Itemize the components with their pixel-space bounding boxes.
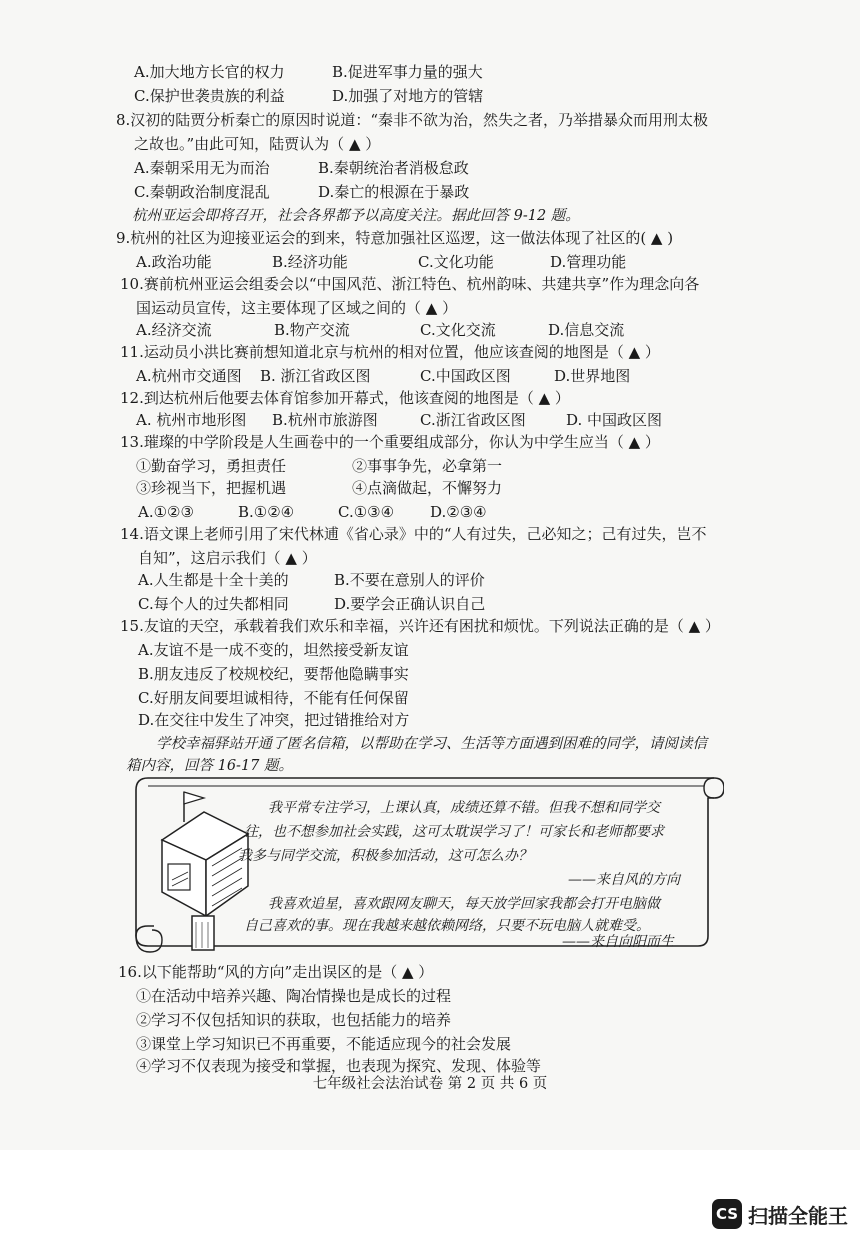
page-footer: 七年级社会法治试卷 第 2 页 共 6 页 bbox=[312, 1076, 548, 1092]
text-line-q13D: D.②③④ bbox=[430, 503, 487, 521]
text-line-q14B: B.不要在意别人的评价 bbox=[334, 571, 485, 589]
text-line-q12B: B.杭州市旅游图 bbox=[272, 411, 378, 429]
text-line-q14C: C.每个人的过失都相同 bbox=[138, 595, 289, 613]
text-line-l1: A.加大地方长官的权力 bbox=[134, 63, 285, 81]
text-line-q8D: D.秦亡的根源在于暴政 bbox=[318, 183, 470, 201]
scanner-brand-text: 扫描全能王 bbox=[748, 1203, 848, 1228]
text-line-q8B: B.秦朝统治者消极怠政 bbox=[318, 159, 469, 177]
text-line-q11B: B. 浙江省政区图 bbox=[260, 367, 371, 385]
text-line-l2: C.保护世袭贵族的利益 bbox=[134, 87, 285, 105]
text-line-q13o2: ②事事争先，必拿第一 bbox=[352, 457, 503, 475]
text-line-q13A: A.①②③ bbox=[138, 503, 194, 521]
text-line-q14a: 14.语文课上老师引用了宋代林逋《省心录》中的“人有过失，己必知之；己有过失，岂不 bbox=[120, 525, 707, 543]
text-line-q13o3: ③珍视当下，把握机遇 bbox=[136, 479, 287, 497]
text-line-intro16b: 箱内容，回答 16-17 题。 bbox=[126, 758, 294, 774]
letter2-line2: 自己喜欢的事。现在我越来越依赖网络，只要不玩电脑人就难受。 bbox=[244, 918, 650, 934]
letter1-line3: 我多与同学交流，积极参加活动，这可怎么办？ bbox=[238, 848, 532, 864]
text-line-q12C: C.浙江省政区图 bbox=[420, 411, 526, 429]
camscanner-icon: CS bbox=[712, 1199, 742, 1229]
text-line-q12: 12.到达杭州后他要去体育馆参加开幕式，他该查阅的地图是（ ▲ ） bbox=[120, 389, 570, 407]
scanner-logo bbox=[712, 1198, 848, 1230]
text-line-q10a: 10.赛前杭州亚运会组委会以“中国风范、浙江特色、杭州韵味、共建共享”作为理念向各 bbox=[120, 275, 700, 293]
text-line-q8C: C.秦朝政治制度混乱 bbox=[134, 183, 270, 201]
text-line-q10D: D.信息交流 bbox=[548, 321, 625, 339]
text-line-q13B: B.①②④ bbox=[238, 503, 295, 521]
text-line-q13: 13.璀璨的中学阶段是人生画卷中的一个重要组成部分，你认为中学生应当（ ▲ ） bbox=[120, 433, 660, 451]
mailbox-scroll bbox=[128, 768, 724, 956]
text-line-q9D: D.管理功能 bbox=[550, 253, 627, 271]
text-line-q10A: A.经济交流 bbox=[136, 321, 212, 339]
text-line-q15C: C.好朋友间要坦诚相待，不能有任何保留 bbox=[138, 689, 409, 707]
letter1-signature: ——来自风的方向 bbox=[568, 872, 680, 888]
text-line-q10b: 国运动员宣传，这主要体现了区域之间的（ ▲ ） bbox=[136, 299, 458, 317]
text-line-q11C: C.中国政区图 bbox=[420, 367, 511, 385]
text-line-q13o1: ①勤奋学习，勇担责任 bbox=[136, 457, 287, 475]
text-line-q14D: D.要学会正确认识自己 bbox=[334, 595, 486, 613]
text-line-q15A: A.友谊不是一成不变的，坦然接受新友谊 bbox=[138, 641, 409, 659]
text-line-q11A: A.杭州市交通图 bbox=[136, 367, 242, 385]
text-line-q9C: C.文化功能 bbox=[418, 253, 494, 271]
text-line-q9B: B.经济功能 bbox=[272, 253, 348, 271]
text-line-intro9: 杭州亚运会即将召开，社会各界都予以高度关注。据此回答 9-12 题。 bbox=[132, 208, 580, 224]
text-line-q16o1: ①在活动中培养兴趣、陶冶情操也是成长的过程 bbox=[136, 987, 452, 1005]
text-line-q12A: A. 杭州市地形图 bbox=[136, 411, 247, 429]
text-line-l1b: B.促进军事力量的强大 bbox=[332, 63, 483, 81]
text-line-intro16a: 学校幸福驿站开通了匿名信箱，以帮助在学习、生活等方面遇到困难的同学，请阅读信 bbox=[156, 736, 707, 752]
text-line-q8A: A.秦朝采用无为而治 bbox=[134, 159, 270, 177]
letter1-line2: 往，也不想参加社会实践，这可太耽误学习了！可家长和老师都要求 bbox=[244, 824, 664, 840]
text-line-q16o3: ③课堂上学习知识已不再重要，不能适应现今的社会发展 bbox=[136, 1035, 512, 1053]
text-line-l2b: D.加强了对地方的管辖 bbox=[332, 87, 484, 105]
text-line-q15: 15.友谊的天空，承载着我们欢乐和幸福，兴许还有困扰和烦忧。下列说法正确的是（ ▲ ） bbox=[120, 617, 720, 635]
letter1-line1: 我平常专注学习，上课认真，成绩还算不错。但我不想和同学交 bbox=[268, 800, 660, 816]
text-line-q13o4: ④点滴做起，不懈努力 bbox=[352, 479, 503, 497]
text-line-q16o4: ④学习不仅表现为接受和掌握，也表现为探究、发现、体验等 bbox=[136, 1057, 542, 1075]
text-line-q10C: C.文化交流 bbox=[420, 321, 496, 339]
text-line-q15D: D.在交往中发生了冲突，把过错推给对方 bbox=[138, 711, 410, 729]
letter2-signature: ——来自向阳而生 bbox=[562, 934, 674, 950]
text-line-q14A: A.人生都是十全十美的 bbox=[138, 571, 289, 589]
text-line-q11: 11.运动员小洪比赛前想知道北京与杭州的相对位置，他应该查阅的地图是（ ▲ ） bbox=[120, 343, 660, 361]
text-line-q15B: B.朋友违反了校规校纪，要帮他隐瞒事实 bbox=[138, 665, 409, 683]
text-line-q16o2: ②学习不仅包括知识的获取，也包括能力的培养 bbox=[136, 1011, 452, 1029]
text-line-q14b: 自知”，这启示我们（ ▲ ） bbox=[138, 549, 317, 567]
text-line-q13C: C.①③④ bbox=[338, 503, 395, 521]
text-line-q12D: D. 中国政区图 bbox=[566, 411, 663, 429]
text-line-q11D: D.世界地图 bbox=[554, 367, 631, 385]
text-line-q8b: 之故也。”由此可知，陆贾认为（ ▲ ） bbox=[134, 135, 381, 153]
text-line-q16: 16.以下能帮助“风的方向”走出误区的是（ ▲ ） bbox=[118, 963, 434, 981]
text-line-q10B: B.物产交流 bbox=[274, 321, 350, 339]
text-line-q8a: 8.汉初的陆贾分析秦亡的原因时说道：“秦非不欲为治，然失之者，乃举措暴众而用刑太极 bbox=[116, 111, 708, 129]
text-line-q9A: A.政治功能 bbox=[136, 253, 212, 271]
text-line-q9: 9.杭州的社区为迎接亚运会的到来，特意加强社区巡逻，这一做法体现了社区的( ▲ ) bbox=[116, 229, 674, 247]
letter2-line1: 我喜欢追星，喜欢跟网友聊天，每天放学回家我都会打开电脑做 bbox=[268, 896, 660, 912]
